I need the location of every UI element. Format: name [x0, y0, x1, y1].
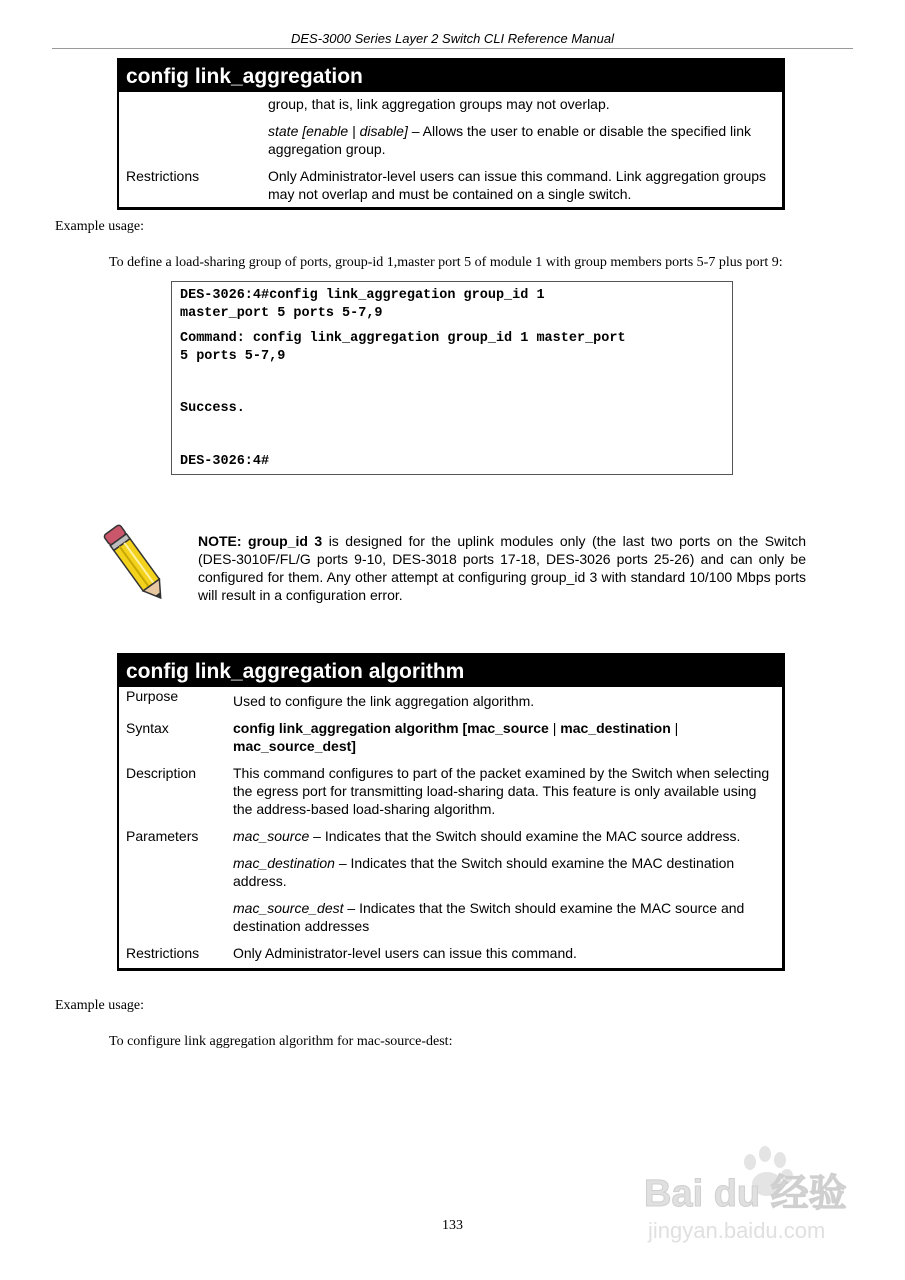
- note-label: NOTE:: [198, 533, 242, 549]
- command-table-link-aggregation-algorithm: [117, 653, 785, 971]
- purpose-label: Purpose: [126, 688, 179, 704]
- example-intro: To define a load-sharing group of ports, group-id 1,master port 5 of module 1 with group members ports 5-7 plus port 9:: [109, 255, 783, 270]
- running-header: DES-3000 Series Layer 2 Switch CLI Reference Manual: [291, 31, 614, 46]
- watermark-brand: Bai du 经验: [644, 1173, 847, 1215]
- watermark-url: jingyan.baidu.com: [648, 1218, 826, 1243]
- command-table-link-aggregation: [117, 58, 785, 210]
- restrictions-label: Restrictions: [126, 168, 200, 184]
- cli-example-box: [171, 281, 733, 475]
- param-desc: Allows the user to enable or disable the specified link aggregation group.: [268, 123, 752, 157]
- table-title: config link_aggregation: [119, 60, 782, 92]
- example-usage-heading: Example usage:: [55, 219, 145, 234]
- pencil-icon: [98, 518, 174, 610]
- param-mac-destination: mac_destination – Indicates that the Switch should examine the MAC destination address.: [233, 855, 735, 889]
- note-term: group_id 3: [248, 533, 323, 549]
- code-line: DES-3026:4#: [180, 453, 270, 469]
- code-line: master_port 5 ports 5-7,9: [180, 305, 383, 321]
- example-intro: To configure link aggregation algorithm for mac-source-dest:: [109, 1034, 453, 1049]
- code-line: DES-3026:4#config link_aggregation group_id 1: [180, 288, 545, 303]
- baidu-jingyan-watermark: [640, 1140, 855, 1250]
- parameters-continuation: group, that is, link aggregation groups may not overlap.: [268, 96, 610, 112]
- header-rule: [52, 48, 853, 49]
- restrictions-text: Only Administrator-level users can issue this command. Link aggregation groups may not overlap and must be contained on a single switch.: [268, 168, 767, 202]
- syntax-text: config link_aggregation algorithm [mac_source | mac_destination | mac_source_dest]: [233, 720, 679, 754]
- param-mac-source-dest: mac_source_dest – Indicates that the Switch should examine the MAC source and destination addresses: [233, 900, 745, 934]
- restrictions-text: Only Administrator-level users can issue this command.: [233, 945, 577, 961]
- code-line: 5 ports 5-7,9: [180, 348, 286, 364]
- syntax-label: Syntax: [126, 720, 169, 736]
- example-usage-heading: Example usage:: [55, 998, 145, 1013]
- code-line: Command: config link_aggregation group_id 1 master_port: [180, 331, 626, 346]
- code-line: Success.: [180, 401, 245, 416]
- description-text: This command configures to part of the packet examined by the Switch when selecting the egress port for transmitting load-sharing data. This feature is only available using the address-based load-sharing algorithm.: [233, 765, 770, 817]
- table-title: config link_aggregation algorithm: [119, 655, 782, 687]
- page-number: 133: [442, 1218, 463, 1233]
- note-text: [198, 532, 806, 604]
- purpose-text: Used to configure the link aggregation algorithm.: [233, 693, 535, 709]
- param-mac-source: mac_source – Indicates that the Switch should examine the MAC source address.: [233, 828, 741, 844]
- description-label: Description: [126, 765, 197, 781]
- parameters-label: Parameters: [126, 828, 199, 844]
- restrictions-label: Restrictions: [126, 945, 200, 961]
- param-state: state [enable | disable] – Allows the user to enable or disable the specified link aggregation group.: [268, 123, 752, 157]
- note-body: is designed for the uplink modules only (the last two ports on the Switch (DES-3010F/FL/G ports 9-10, DES-3018 ports 17-18, DES-3026 ports 25-26) and can only be configured for them. Any other attempt at configuring group_id 3 with standard 10/100 Mbps ports will result in a configuration error.: [198, 533, 806, 603]
- param-name: state [enable | disable]: [268, 123, 408, 139]
